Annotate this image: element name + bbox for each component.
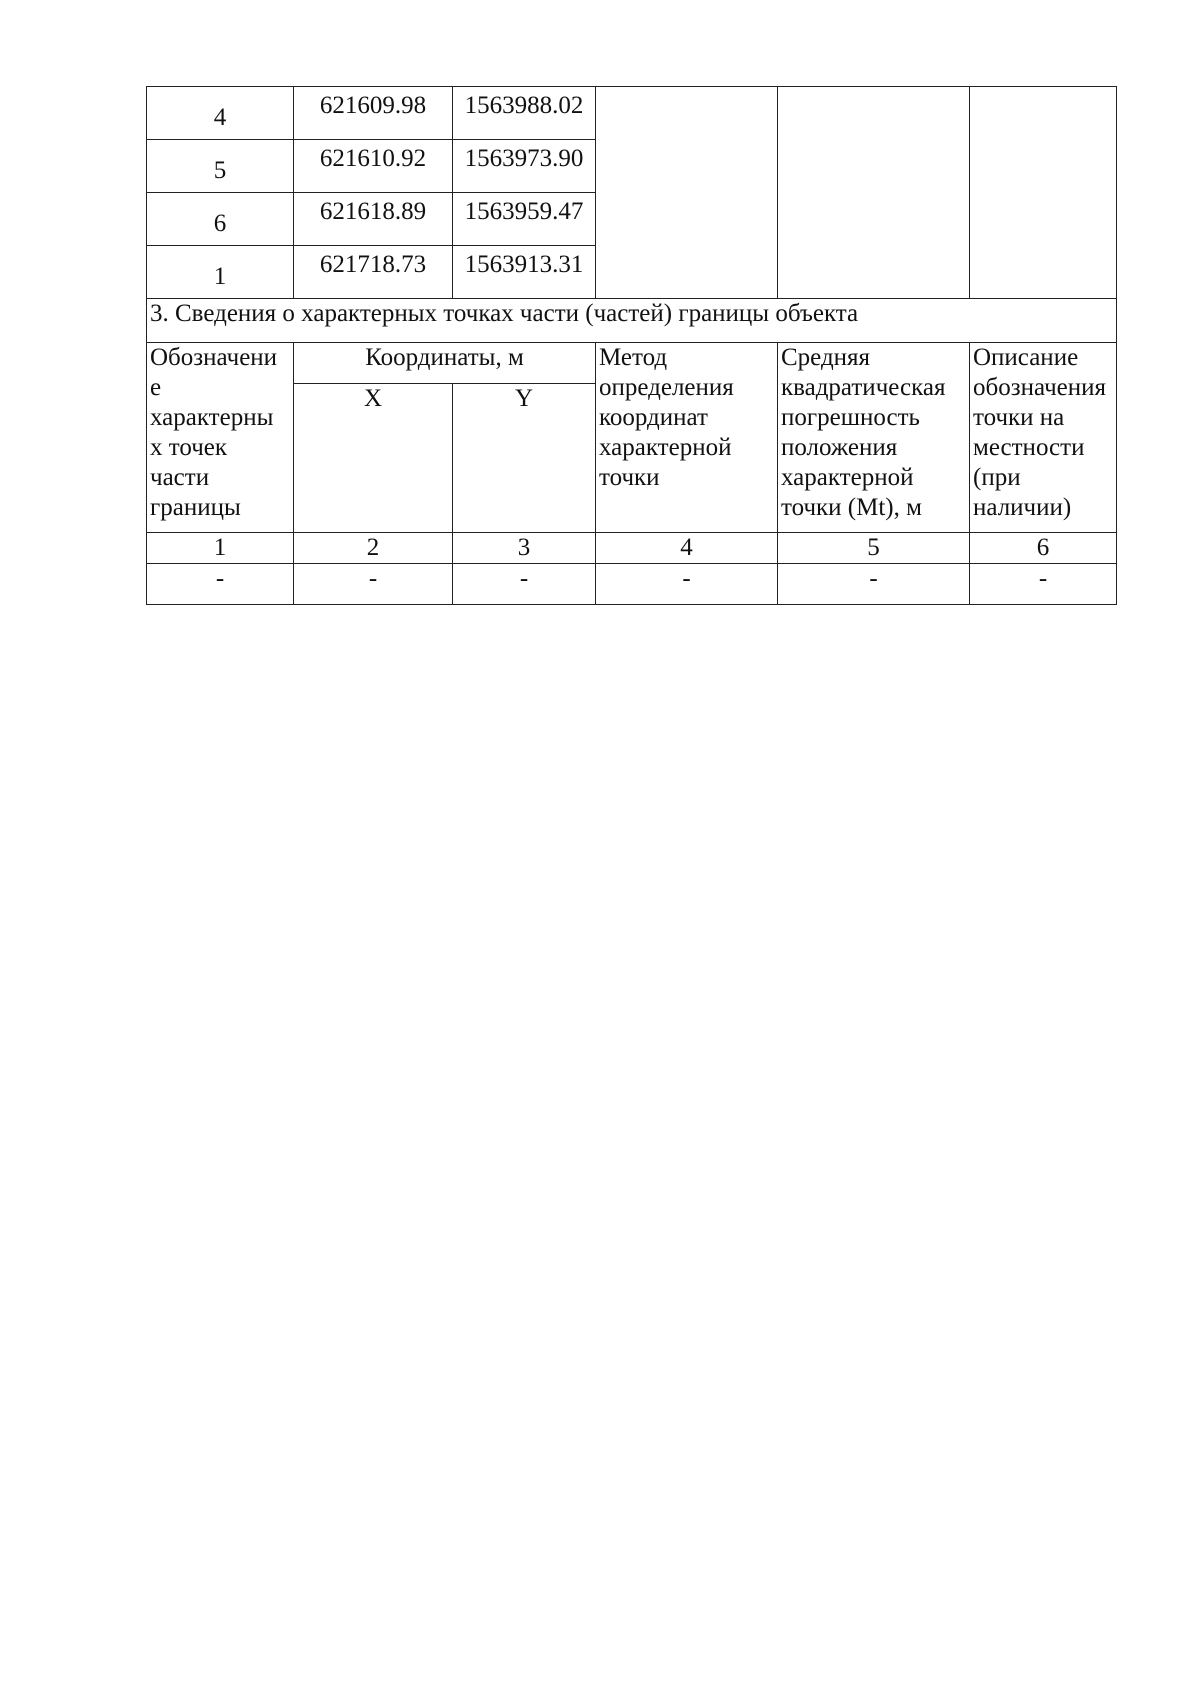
header-x: X: [294, 384, 453, 533]
coord-y: 1563959.47: [453, 193, 596, 246]
coord-y: 1563973.90: [453, 140, 596, 193]
dash-cell: -: [778, 564, 970, 605]
header-method: Метод определения координат характерной точки: [596, 343, 778, 533]
column-number: 5: [778, 533, 970, 564]
section-title-row: [147, 299, 1117, 343]
section-title: 3. Сведения о характерных точках части (частей) границы объекта: [147, 299, 1117, 343]
boundary-points-table: [146, 86, 1117, 605]
column-number: 3: [453, 533, 596, 564]
dash-cell: -: [147, 564, 294, 605]
header-row: [147, 343, 1117, 384]
coord-y: 1563988.02: [453, 87, 596, 140]
point-number: 6: [147, 193, 294, 246]
coord-x: 621618.89: [294, 193, 453, 246]
header-y: Y: [453, 384, 596, 533]
dash-cell: -: [453, 564, 596, 605]
column-number: 4: [596, 533, 778, 564]
dash-cell: -: [294, 564, 453, 605]
dash-cell: -: [970, 564, 1117, 605]
coord-x: 621610.92: [294, 140, 453, 193]
empty-data-row: [147, 564, 1117, 605]
point-number: 1: [147, 246, 294, 299]
empty-method-cell: [596, 87, 778, 299]
header-coordinates: Координаты, м: [294, 343, 596, 384]
column-number: 2: [294, 533, 453, 564]
header-description: Описание обозначения точки на местности (при наличии): [970, 343, 1117, 533]
point-number: 4: [147, 87, 294, 140]
empty-error-cell: [778, 87, 970, 299]
empty-description-cell: [970, 87, 1117, 299]
point-number: 5: [147, 140, 294, 193]
coord-y: 1563913.31: [453, 246, 596, 299]
column-number: 1: [147, 533, 294, 564]
coord-row: [147, 87, 1117, 140]
coord-x: 621718.73: [294, 246, 453, 299]
dash-cell: -: [596, 564, 778, 605]
header-designation: Обозначени е характерны х точек части границы: [147, 343, 294, 533]
coord-x: 621609.98: [294, 87, 453, 140]
header-error: Средняя квадратическая погрешность положения характерной точки (Mt), м: [778, 343, 970, 533]
column-numbers-row: [147, 533, 1117, 564]
column-number: 6: [970, 533, 1117, 564]
